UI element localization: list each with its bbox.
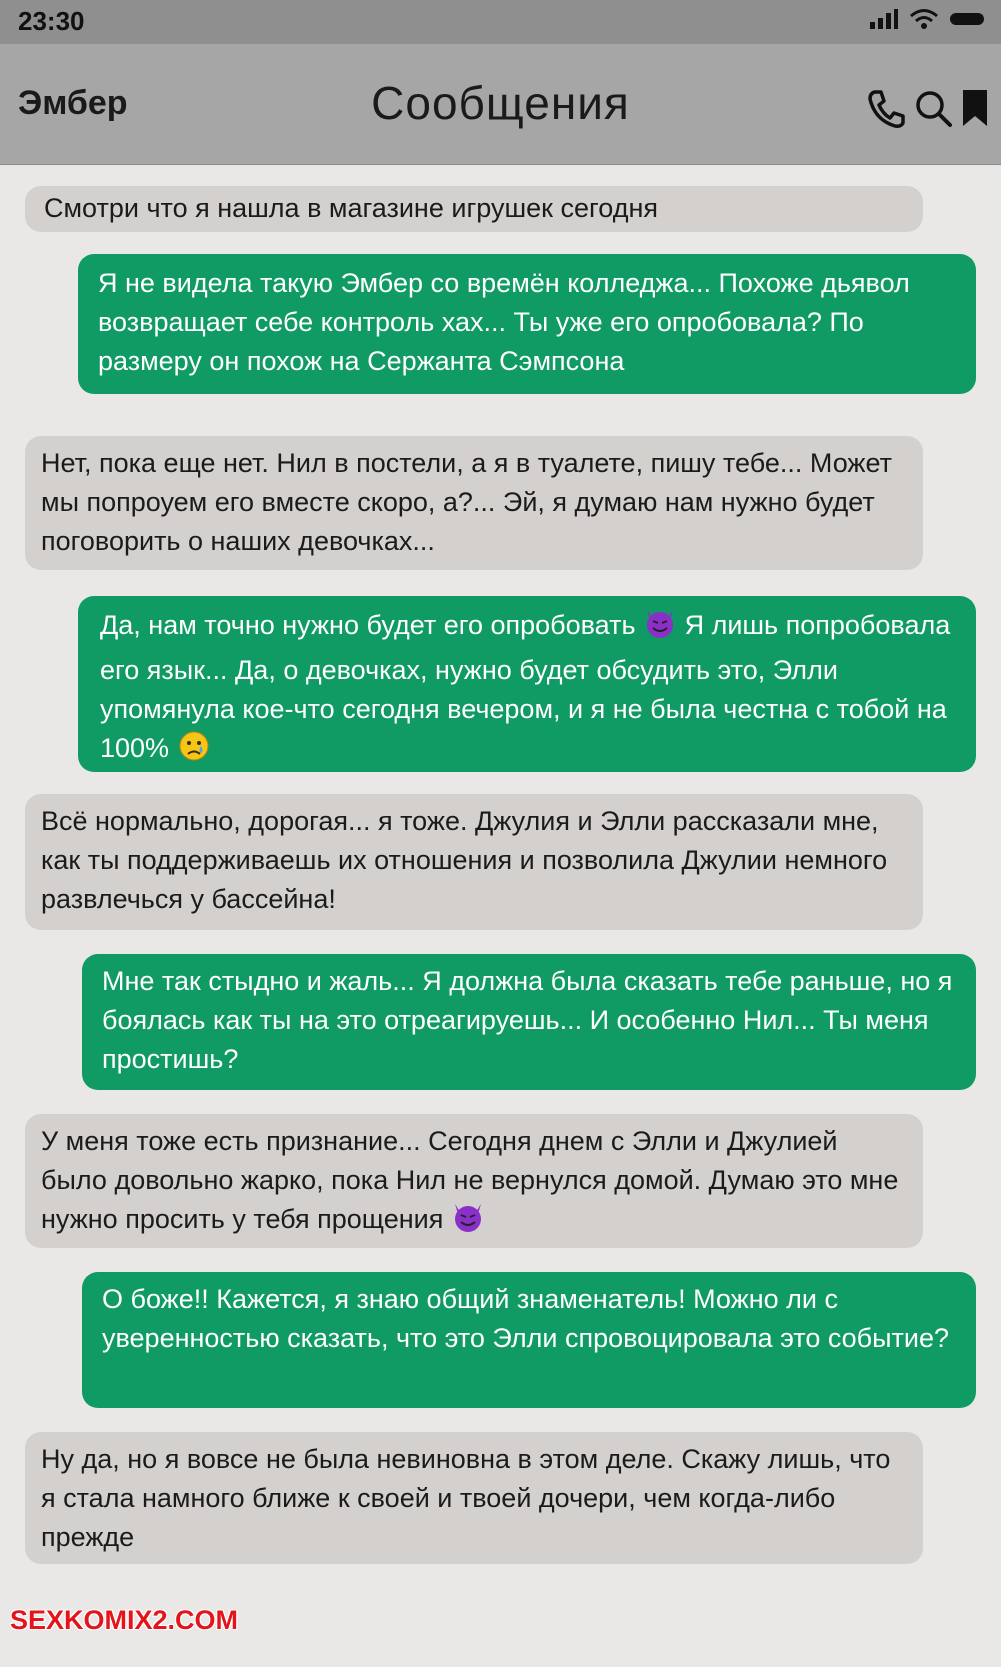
message-text: Всё нормально, дорогая... я тоже. Джулия и Элли рассказали мне, как ты поддерживаешь их отношения и позволила Джулии немного развлечься у бассейна! [41,806,888,914]
message-text: Ну да, но я вовсе не была невиновна в этом деле. Скажу лишь, что я стала намного ближе к своей и твоей дочери, чем когда-либо прежде [41,1444,891,1552]
message-text: О боже!! Кажется, я знаю общий знаменатель! Можно ли с уверенностью сказать, что это Элли спровоцировала это событие? [102,1284,950,1353]
message-text: Смотри что я нашла в магазине игрушек сегодня [44,193,658,223]
battery-icon [949,8,987,35]
smiling-devil-emoji [643,606,677,651]
message-bubble-incoming[interactable] [25,1114,923,1248]
watermark [10,1605,238,1636]
watermark-part2: KOMIX2.COM [64,1605,239,1635]
message-bubble-incoming[interactable] [25,436,923,570]
smiling-devil-emoji [451,1200,485,1245]
message-text: Да, нам точно нужно будет его опробовать [100,610,636,640]
status-time: 23:30 [18,6,85,36]
message-text: Я не видела такую Эмбер со времён колледжа... Похоже дьявол возвращает себе контроль хах... Ты уже его опробовала? По размеру он похож на Сержанта Сэмпсона [98,268,910,376]
message-bubble-incoming[interactable] [25,186,923,232]
message-bubble-outgoing[interactable] [82,954,976,1090]
message-text: У меня тоже есть признание... Сегодня днем с Элли и Джулией было довольно жарко, пока Нил не вернулся домой. Думаю это мне нужно просить у тебя прощения [41,1126,899,1234]
chat-header [0,44,1001,165]
status-bar [0,0,1001,44]
contact-name[interactable]: Эмбер [18,84,128,122]
header-actions [867,88,989,133]
message-bubble-incoming[interactable] [25,794,923,930]
message-bubble-outgoing[interactable] [78,596,976,772]
message-text: Я лишь попробовала его язык... Да, о девочках, нужно будет обсудить это, Элли упомянула кое-что сегодня вечером, и я не была честна с тобой на 100% [100,610,951,763]
page-title: Сообщения [371,77,630,129]
status-icons [869,8,987,35]
signal-icon [869,8,899,35]
message-bubble-incoming[interactable] [25,1432,923,1564]
bookmark-icon[interactable] [961,88,989,133]
message-text: Нет, пока еще нет. Нил в постели, а я в туалете, пишу тебе... Может мы попроуем его вместе скоро, а?... Эй, я думаю нам нужно будет поговорить о наших девочках... [41,448,892,556]
message-bubble-outgoing[interactable] [82,1272,976,1408]
message-bubble-outgoing[interactable] [78,254,976,394]
phone-icon[interactable] [867,88,905,133]
message-text: Мне так стыдно и жаль... Я должна была сказать тебе раньше, но я боялась как ты на это отреагируешь... И особенно Нил... Ты меня простишь? [102,966,953,1074]
watermark-part1: SEX [10,1605,65,1635]
wifi-icon [909,8,939,35]
search-icon[interactable] [913,88,953,133]
crying-face-emoji [177,729,211,774]
